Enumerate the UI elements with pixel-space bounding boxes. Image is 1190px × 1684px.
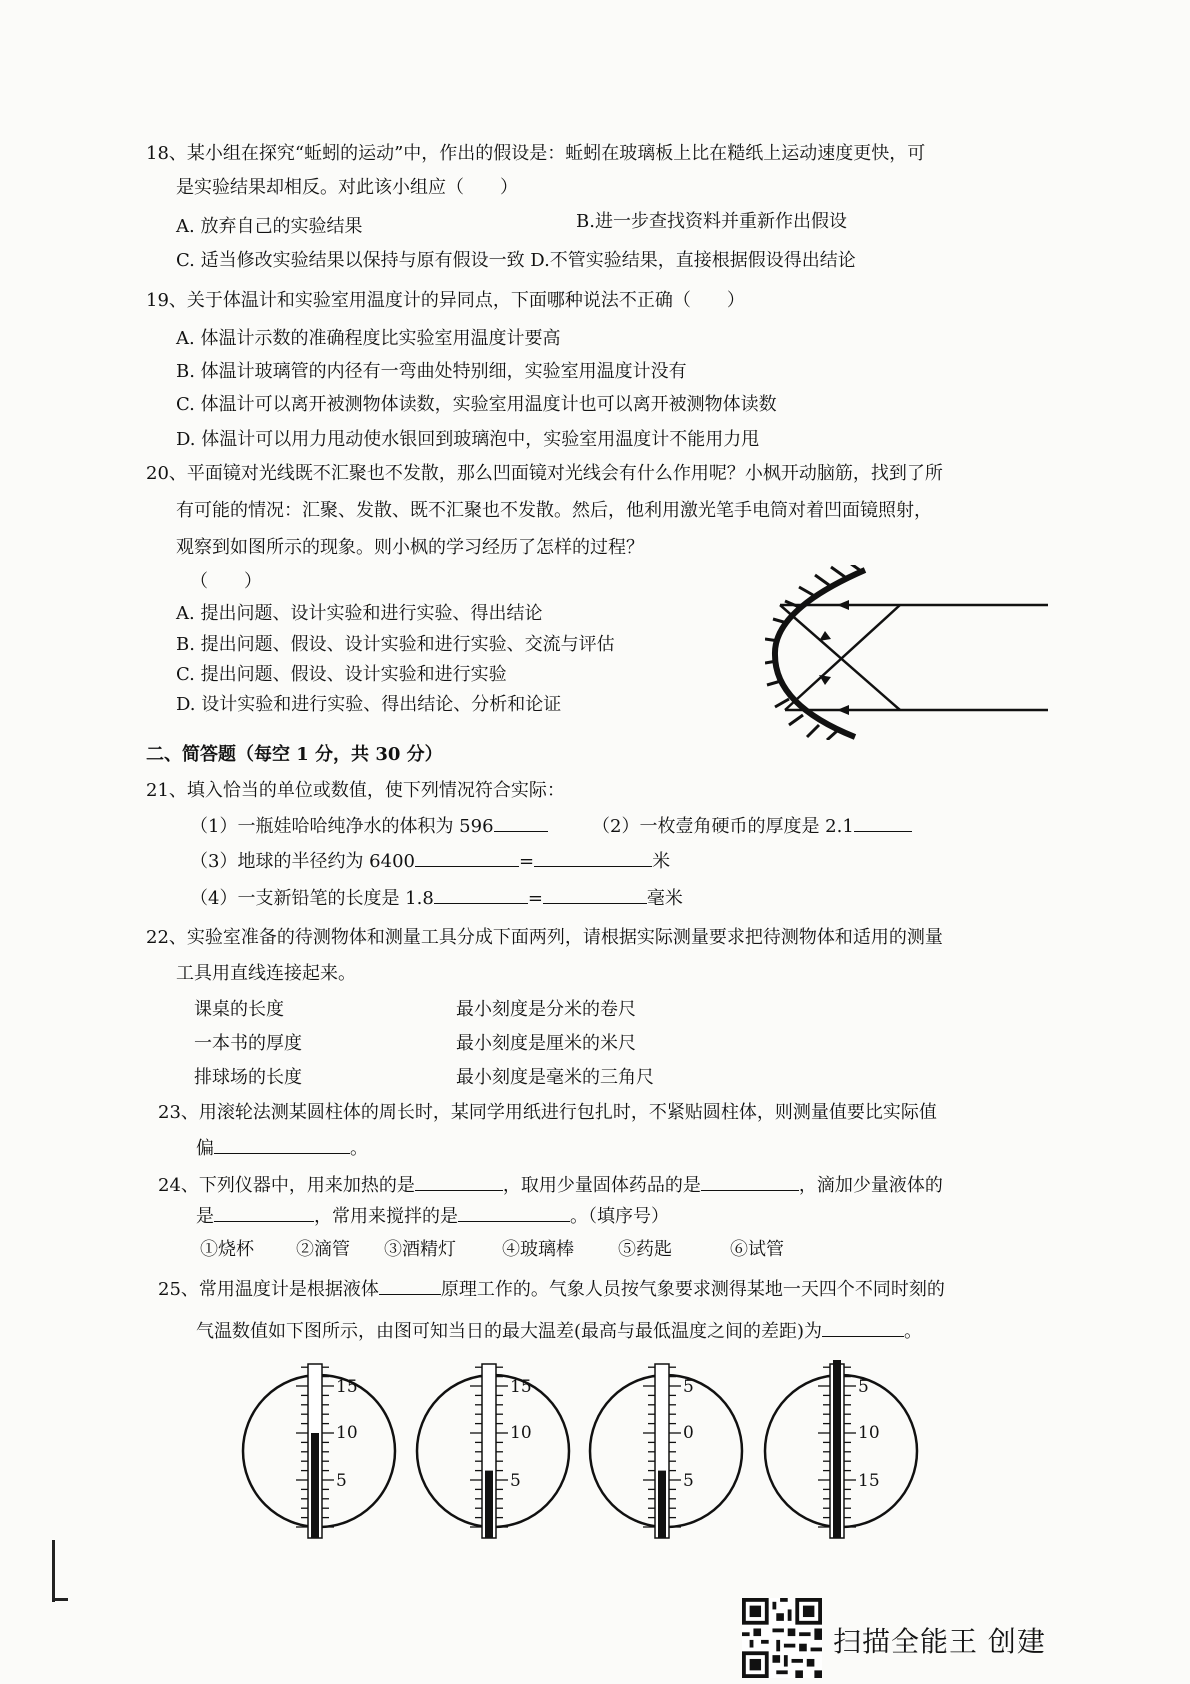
thermometer-liquid-column <box>658 1471 666 1538</box>
q24-text-f: 。（填序号） <box>570 1206 669 1227</box>
q24-instrument-4: ④玻璃棒 <box>502 1239 574 1260</box>
q24-blank-heating[interactable] <box>415 1172 503 1191</box>
thermometer-liquid-column <box>833 1360 841 1538</box>
thermometer-scale-label: 5 <box>510 1471 521 1491</box>
q19-option-a: A. 体温计示数的准确程度比实验室用温度计要高 <box>176 328 561 349</box>
section-2-title: 二、简答题（每空 1 分，共 30 分） <box>146 744 443 765</box>
q22-object-2[interactable]: 一本书的厚度 <box>194 1033 302 1054</box>
q25-text-d: 。 <box>904 1321 923 1342</box>
q24-instrument-1: ①烧杯 <box>200 1239 254 1260</box>
q22-object-3[interactable]: 排球场的长度 <box>194 1067 302 1088</box>
margin-mark <box>52 1540 55 1602</box>
thermometer-1 <box>240 1360 398 1542</box>
thermometer-scale-label: 5 <box>683 1377 694 1397</box>
concave-mirror-figure <box>765 565 1050 740</box>
q24-instrument-6: ⑥试管 <box>730 1239 784 1260</box>
q19-option-c: C. 体温计可以离开被测物体读数，实验室用温度计也可以离开被测物体读数 <box>176 394 777 415</box>
q20-option-b: B. 提出问题、假设、设计实验和进行实验、交流与评估 <box>176 634 615 655</box>
q24-instrument-5: ⑤药匙 <box>618 1239 672 1260</box>
q18-option-b: B.进一步查找资料并重新作出假设 <box>576 211 847 232</box>
q21-blank-4b[interactable] <box>543 885 647 904</box>
margin-mark-foot <box>52 1598 68 1601</box>
q21-blank-2[interactable] <box>854 813 912 832</box>
q18-stem-line2: 是实验结果却相反。对此该小组应（ ） <box>176 177 518 198</box>
q22-tool-3[interactable]: 最小刻度是毫米的三角尺 <box>456 1067 654 1088</box>
q21-blank-4a[interactable] <box>434 885 528 904</box>
thermometer-4 <box>762 1360 920 1542</box>
thermometer-scale-label: 5 <box>336 1471 347 1491</box>
q21-item-3-text: （3）地球的半径约为 6400 <box>190 851 415 872</box>
q24-instrument-2: ②滴管 <box>296 1239 350 1260</box>
q19-option-d: D. 体温计可以用力甩动使水银回到玻璃泡中，实验室用温度计不能用力甩 <box>176 429 760 450</box>
q25-blank-range[interactable] <box>822 1318 904 1337</box>
q21-blank-3b[interactable] <box>534 848 652 867</box>
q21-item-4-text: （4）一支新铅笔的长度是 1.8 <box>190 888 434 909</box>
scanner-brand-text: 扫描全能王 创建 <box>833 1625 1046 1658</box>
q21-item-1-text: （1）一瓶娃哈哈纯净水的体积为 596 <box>190 816 494 837</box>
q22-tool-2[interactable]: 最小刻度是厘米的米尺 <box>456 1033 636 1054</box>
q20-option-a: A. 提出问题、设计实验和进行实验、得出结论 <box>176 603 543 624</box>
thermometer-liquid-column <box>311 1433 319 1538</box>
q25-text-c: 气温数值如下图所示，由图可知当日的最大温差(最高与最低温度之间的差距)为 <box>196 1321 823 1342</box>
q21-item-4-equals: = <box>527 888 543 909</box>
thermometer-scale-label: 15 <box>336 1377 358 1397</box>
q25-line2 <box>196 1318 922 1344</box>
q23-stem-line1: 23、用滚轮法测某圆柱体的周长时，某同学用纸进行包扎时，不紧贴圆柱体，则测量值要比实际值 <box>158 1102 937 1123</box>
q23-stem-line2 <box>196 1135 368 1161</box>
q21-item-2 <box>592 813 912 839</box>
q21-item-2-text: （2）一枚壹角硬币的厚度是 2.1 <box>592 816 854 837</box>
q21-stem: 21、填入恰当的单位或数值，使下列情况符合实际： <box>146 780 565 801</box>
thermometer-2 <box>414 1360 572 1542</box>
q24-line2 <box>196 1203 669 1229</box>
q23-text-b: 。 <box>350 1138 368 1159</box>
q18-option-cd: C. 适当修改实验结果以保持与原有假设一致 D.不管实验结果，直接根据假设得出结论 <box>176 250 856 271</box>
q22-stem-line2: 工具用直线连接起来。 <box>176 963 356 984</box>
q24-text-c: ，滴加少量液体的 <box>798 1175 943 1196</box>
thermometer-scale-label: 5 <box>858 1377 869 1397</box>
q21-item-3 <box>190 848 670 874</box>
q19-option-b: B. 体温计玻璃管的内径有一弯曲处特别细，实验室用温度计没有 <box>176 361 687 382</box>
thermometer-scale-label: 10 <box>510 1423 532 1443</box>
thermometer-scale-label: 0 <box>683 1423 694 1443</box>
q18-option-a: A. 放弃自己的实验结果 <box>176 216 363 237</box>
q24-instrument-3: ③酒精灯 <box>384 1239 456 1260</box>
q20-stem-line1: 20、平面镜对光线既不汇聚也不发散，那么凹面镜对光线会有什么作用呢？小枫开动脑筋，找到了所 <box>146 463 943 484</box>
q18-stem-line1: 18、某小组在探究“蚯蚓的运动”中，作出的假设是：蚯蚓在玻璃板上比在糙纸上运动速度更快，可 <box>146 143 926 164</box>
thermometer-scale-label: 10 <box>336 1423 358 1443</box>
q22-object-1[interactable]: 课桌的长度 <box>194 999 284 1020</box>
q20-answer-paren: （ ） <box>190 571 262 592</box>
q19-stem: 19、关于体温计和实验室用温度计的异同点，下面哪种说法不正确（ ） <box>146 290 745 311</box>
thermometer-scale-label: 10 <box>858 1423 880 1443</box>
thermometer-3 <box>587 1360 745 1542</box>
q22-stem-line1: 22、实验室准备的待测物体和测量工具分成下面两列，请根据实际测量要求把待测物体和适用的测量 <box>146 927 943 948</box>
q24-blank-stir[interactable] <box>458 1203 570 1222</box>
q24-text-b: ，取用少量固体药品的是 <box>502 1175 701 1196</box>
thermometer-liquid-column <box>485 1471 493 1538</box>
q20-option-d: D. 设计实验和进行实验、得出结论、分析和论证 <box>176 694 562 715</box>
q20-stem-line2: 有可能的情况：汇聚、发散、既不汇聚也不发散。然后，他利用激光笔手电筒对着凹面镜照射， <box>176 500 932 521</box>
q21-item-4-unit: 毫米 <box>646 888 683 909</box>
q24-text-d: 是 <box>196 1206 214 1227</box>
q21-item-1 <box>190 813 548 839</box>
q25-line1 <box>158 1276 945 1302</box>
q23-text-a: 偏 <box>196 1138 214 1159</box>
q24-text-a: 24、下列仪器中，用来加热的是 <box>158 1175 415 1196</box>
thermometer-scale-label: 15 <box>858 1471 880 1491</box>
q21-item-3-equals: = <box>518 851 535 872</box>
q20-option-c: C. 提出问题、假设、设计实验和进行实验 <box>176 664 507 685</box>
q24-line1 <box>158 1172 943 1198</box>
q24-blank-solid[interactable] <box>701 1172 799 1191</box>
q24-text-e: ，常用来搅拌的是 <box>314 1206 458 1227</box>
q21-item-4 <box>190 885 683 911</box>
q25-text-b: 原理工作的。气象人员按气象要求测得某地一天四个不同时刻的 <box>440 1279 945 1300</box>
q21-blank-1[interactable] <box>494 813 548 832</box>
q25-blank-principle[interactable] <box>379 1276 441 1295</box>
q24-blank-liquid[interactable] <box>214 1203 314 1222</box>
q22-tool-1[interactable]: 最小刻度是分米的卷尺 <box>456 999 636 1020</box>
q21-item-3-unit: 米 <box>652 851 671 872</box>
q23-blank[interactable] <box>214 1135 350 1154</box>
q25-text-a: 25、常用温度计是根据液体 <box>158 1279 379 1300</box>
thermometer-scale-label: 5 <box>683 1471 694 1491</box>
qr-code-icon <box>742 1598 822 1678</box>
q21-blank-3a[interactable] <box>415 848 519 867</box>
thermometer-scale-label: 15 <box>510 1377 532 1397</box>
q20-stem-line3: 观察到如图所示的现象。则小枫的学习经历了怎样的过程？ <box>176 537 644 558</box>
